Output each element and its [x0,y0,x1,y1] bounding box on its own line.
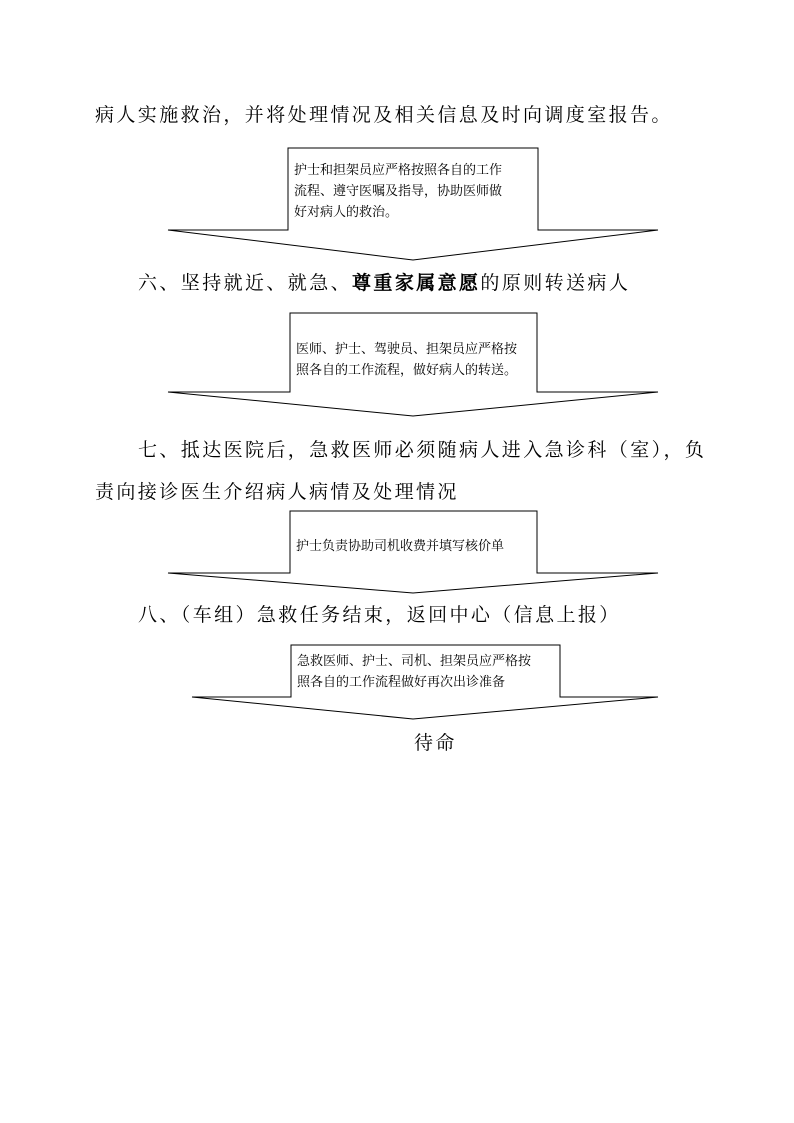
box-line: 急救医师、护士、司机、担架员应严格按 [297,654,532,669]
paragraph-step-seven-line2: 责向接诊医生介绍病人病情及处理情况 [95,481,459,503]
box-line: 好对病人的救治。 [294,205,399,220]
box-nurse-fee-collection [296,536,504,557]
box-next-dispatch-prep [297,651,531,693]
box-line: 护士和担架员应严格按照各自的工作 [294,163,503,178]
box-line: 照各自的工作流程做好再次出诊准备 [297,675,506,690]
box-transfer-staff [296,339,517,381]
paragraph-step-seven-line1: 七、抵达医院后，急救医师必须随病人进入急诊科（室），负 [138,439,707,461]
step-six-suffix: 的原则转送病人 [480,272,631,294]
paragraph-step-eight: 八、（车组）急救任务结束，返回中心（信息上报） [138,604,621,626]
paragraph-treatment-report: 病人实施救治，并将处理情况及相关信息及时向调度室报告。 [95,104,673,126]
box-line: 照各自的工作流程，做好病人的转送。 [296,363,518,378]
final-standby-text: 待命 [414,732,457,754]
box-nurse-stretcher-treatment [294,160,502,223]
box-line: 流程、遵守医嘱及指导，协助医师做 [294,184,503,199]
step-six-prefix: 六、坚持就近、就急、 [138,272,353,294]
box-line: 医师、护士、驾驶员、担架员应严格按 [296,342,518,357]
box-line: 护士负责协助司机收费并填写核价单 [296,539,505,554]
step-six-emphasis: 尊重家属意愿 [352,272,481,294]
